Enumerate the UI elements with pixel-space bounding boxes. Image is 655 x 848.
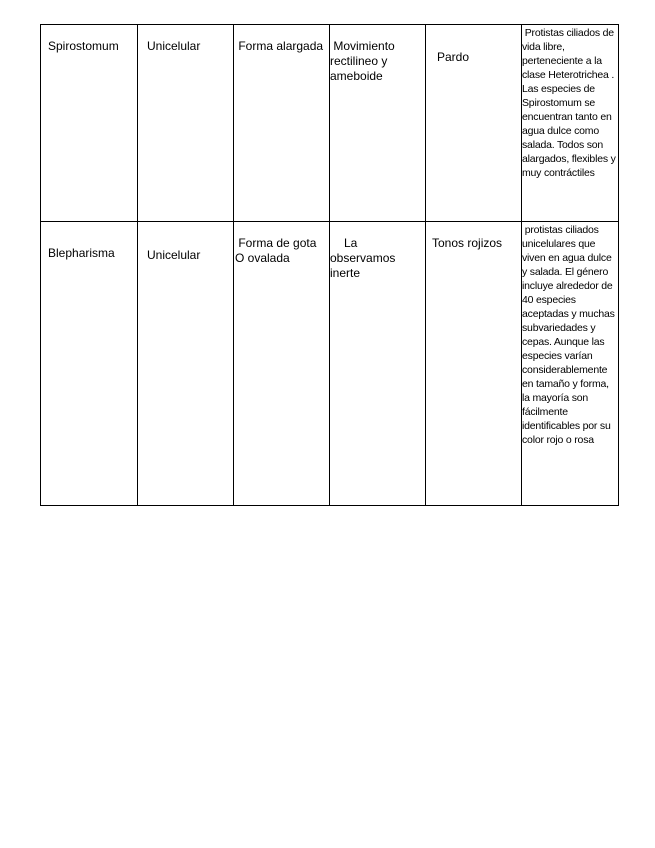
table-row: [41, 25, 619, 222]
movement-cell: [330, 222, 426, 506]
shape: Forma de gota O ovalada: [235, 236, 320, 265]
organism-name-cell: [41, 25, 138, 222]
color: Tonos rojizos: [432, 236, 503, 250]
color-cell: [426, 25, 522, 222]
organism-name: Spirostomum: [48, 39, 119, 53]
cell-type: Unicelular: [147, 248, 201, 262]
color: Pardo: [437, 50, 470, 64]
description-cell: [522, 25, 619, 222]
organisms-table: [40, 24, 619, 506]
color-cell: [426, 222, 522, 506]
cell-type-cell: [138, 25, 234, 222]
description-cell: [522, 222, 619, 506]
shape: Forma alargada: [235, 39, 324, 53]
organism-name: Blepharisma: [48, 246, 115, 260]
organism-name-cell: [41, 222, 138, 506]
table-row: [41, 222, 619, 506]
movement: Movimiento rectilineo y ameboide: [330, 39, 399, 83]
description: Protistas ciliados de vida libre, perteneciente a la clase Heterotrichea . Las especies de Spirostomum se encuentran tanto en agua dulce como salada. Todos son alargados, flexibles y muy contráctiles: [522, 27, 619, 179]
cell-type: Unicelular: [147, 39, 201, 53]
movement: La observamos inerte: [330, 236, 396, 280]
description: protistas ciliados unicelulares que viven en agua dulce y salada. El género incluye alrededor de 40 especies aceptadas y muchas subvariedades y cepas. Aunque las especies varían considerablemente en tamaño y forma, la mayoría son fácilmente identificables por su color rojo o rosa: [522, 224, 618, 446]
cell-type-cell: [138, 222, 234, 506]
shape-cell: [234, 222, 330, 506]
shape-cell: [234, 25, 330, 222]
movement-cell: [330, 25, 426, 222]
